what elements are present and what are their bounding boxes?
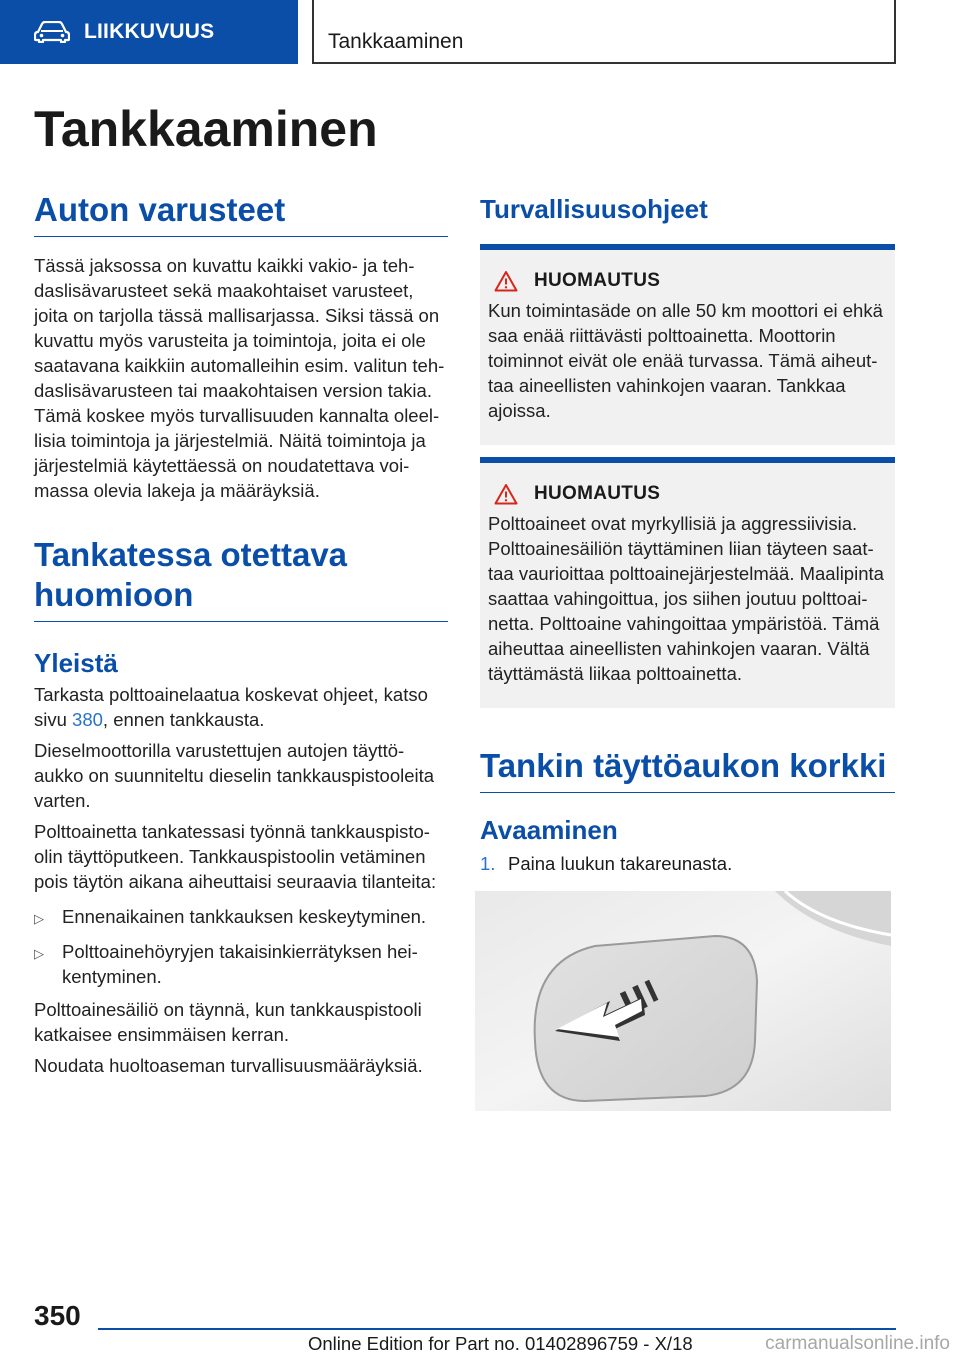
p1-text-before: Tarkasta polttoainelaatua koskevat ohjeet, katso sivu [34, 684, 428, 730]
bullet-list [34, 904, 448, 989]
general-subheading: Yleistä [34, 648, 118, 678]
step-item [480, 851, 895, 876]
warning-text: Kun toimintasäde on alle 50 km moottori ei ehkä saa enää riittävästi polttoainetta. Moottorin toiminnot eivät ole enää turvassa. Tämä aiheut-taa aineellisten vahinkojen vaaran. Tankkaa ajoissa. [488, 300, 883, 421]
left-column [34, 190, 448, 1078]
p1-text-after: , ennen tankkausta. [102, 709, 265, 730]
footer-divider [98, 1328, 896, 1330]
warning-box [480, 244, 895, 445]
bullet-text: Ennenaikainen tankkauksen keskeytyminen. [62, 906, 427, 927]
right-column [480, 190, 895, 876]
refuel-paragraph-4: Polttoainesäiliö on täynnä, kun tankkauspistooli katkaisee ensimmäisen kerran. [34, 999, 422, 1045]
warning-title: HUOMAUTUS [534, 483, 661, 504]
warning-text: Polttoaineet ovat myrkyllisiä ja aggressiivisia. Polttoainesäiliön täyttäminen liian täyteen saat-taa vaurioittaa polttoainejärjestelmää. Maalipinta saattaa vahingoittua, jos siihen joutuu polttoai-netta. Polttoaine vahingoittaa ympäristöä. Tämä aiheuttaa aineellisten vahinkojen vaaran. Vältä täyttämästä liikaa polttoainetta. [488, 513, 884, 684]
triangle-bullet-icon: ▷ [34, 911, 44, 926]
page-title: Tankkaaminen [34, 101, 378, 157]
equipment-text: Tässä jaksossa on kuvattu kaikki vakio- ja teh-daslisävarusteet sekä maakohtaiset varusteet, joita on tarjolla tässä mallisarjassa. Siksi tässä on kuvattu myös varusteita ja toimintoja, joita ei ole saatavana kaikkiin automalleihin esim. valitun teh-daslisävarusteen tai maakohtaisen version takia. Tämä koskee myös turvallisuuden kannalta oleel-lisia toimintoja ja järjestelmiä. Näitä toimintoja ja järjestelmiä käytettäessä on noudatettava voi-massa olevia lakeja ja määräyksiä. [34, 255, 445, 501]
warning-triangle-icon [494, 270, 518, 292]
list-item [34, 939, 448, 989]
warning-box [480, 457, 895, 708]
warning-header [488, 483, 887, 505]
refuel-paragraph-3: Polttoainetta tankatessasi työnnä tankkauspisto-olin täyttöputkeen. Tankkauspistoolin vetäminen pois täytön aikana aiheuttaisi seuraavia tilanteita: [34, 821, 437, 892]
fuel-cap-heading: Tankin täyttöaukon korkki [480, 746, 895, 793]
equipment-heading: Auton varusteet [34, 190, 448, 237]
refuel-paragraph-2: Dieselmoottorilla varustettujen autojen täyttö-aukko on suunniteltu dieselin tankkauspistooleita varten. [34, 740, 435, 811]
page-link-380[interactable]: 380 [72, 709, 103, 730]
refuel-paragraph-1 [34, 682, 448, 732]
warning-triangle-icon [494, 483, 518, 505]
section-label: LIIKKUVUUS [84, 20, 215, 43]
warning-header [488, 270, 887, 292]
safety-heading: Turvallisuusohjeet [480, 194, 708, 224]
warning-title: HUOMAUTUS [534, 270, 661, 291]
triangle-bullet-icon: ▷ [34, 946, 44, 961]
topic-header: Tankkaaminen [312, 0, 896, 64]
refuel-paragraph-5: Noudata huoltoaseman turvallisuusmääräyksiä. [34, 1055, 423, 1076]
edition-text: Online Edition for Part no. 01402896759 - X/18 [308, 1333, 693, 1354]
page-number: 350 [34, 1300, 81, 1331]
refuel-heading: Tankatessa otettava huomioon [34, 535, 448, 622]
bullet-text: Polttoainehöyryjen takaisinkierrätyksen hei-kentyminen. [62, 941, 418, 987]
car-icon [34, 21, 70, 43]
list-item [34, 904, 448, 931]
opening-subheading: Avaaminen [480, 815, 618, 845]
watermark: carmanualsonline.info [765, 1333, 950, 1354]
section-tab [0, 0, 298, 64]
step-text: Paina luukun takareunasta. [508, 853, 733, 874]
fuel-flap-photo [475, 891, 891, 1111]
step-number: 1. [480, 853, 496, 874]
